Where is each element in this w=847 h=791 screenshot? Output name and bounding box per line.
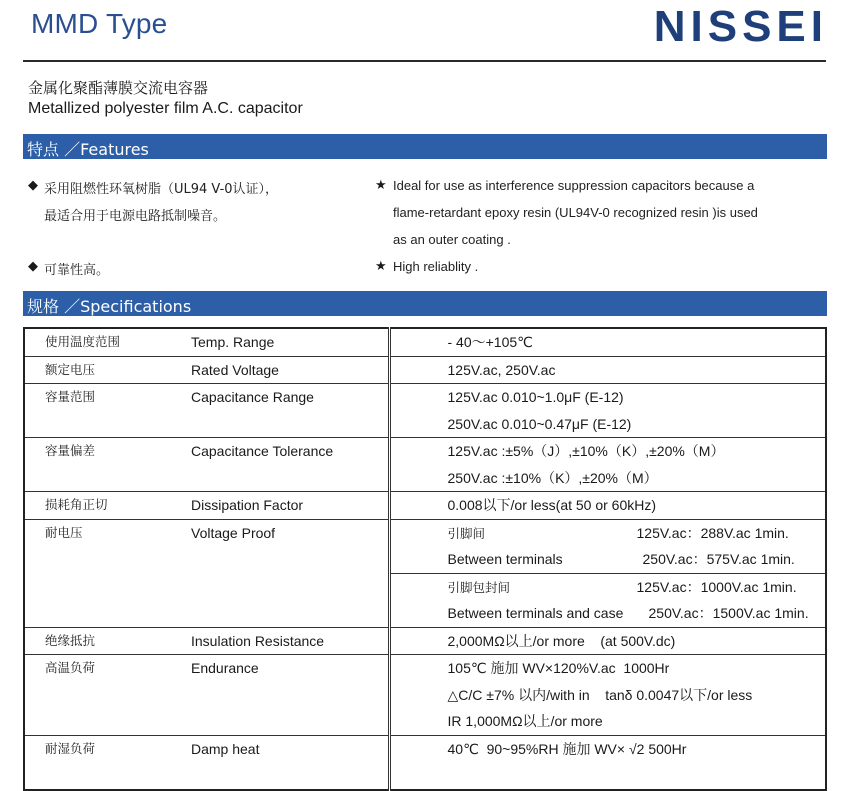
spec-label-en: Capacitance Range <box>191 389 314 405</box>
spec-row-capacitance-range <box>24 384 826 438</box>
spec-row-capacitance-tolerance <box>24 438 826 492</box>
feature-bullet-icon: ◆ <box>28 178 38 193</box>
spec-label-cn: 耐湿负荷 <box>45 740 96 756</box>
spec-value: 105℃ 施加 WV×120%V.ac 1000Hr <box>447 660 670 676</box>
voltage-proof-value: 250V.ac：1500V.ac 1min. <box>648 605 809 621</box>
voltage-proof-value: 125V.ac：288V.ac 1min. <box>636 524 789 541</box>
features-heading-band <box>23 134 827 159</box>
spec-value: 2,000MΩ以上/or more (at 500V.dc) <box>447 632 676 649</box>
voltage-proof-label-cn: 引脚间 <box>447 525 486 541</box>
spec-value: 125V.ac 0.010~1.0μF (E-12) <box>447 389 624 405</box>
specifications-table <box>23 327 827 791</box>
subtitle-cn: 金属化聚酯薄膜交流电容器 <box>28 79 209 97</box>
feature-1-cn-line-1: 采用阻燃性环氧树脂（UL94 V-0认证）， <box>44 182 279 197</box>
spec-value: IR 1,000MΩ以上/or more <box>447 713 603 729</box>
spec-value: 250V.ac 0.010~0.47μF (E-12) <box>447 415 632 432</box>
spec-row-rated-voltage <box>24 356 826 384</box>
spec-row-dissipation-factor <box>24 492 826 520</box>
feature-1-en-line-2: flame-retardant epoxy resin (UL94V-0 recognized resin )is used <box>393 205 758 220</box>
feature-2-en: High reliablity . <box>393 259 479 274</box>
spec-row-endurance <box>24 655 826 736</box>
spec-label-en: Capacitance Tolerance <box>191 443 334 459</box>
spec-row-insulation-resistance <box>24 627 826 655</box>
spec-value: 250V.ac :±10%（K）,±20%（M） <box>447 469 658 486</box>
spec-label-en: Endurance <box>191 660 259 676</box>
brand-logo: NISSEI <box>653 2 828 51</box>
series-type-title: MMD Type <box>31 8 168 39</box>
spec-value: 125V.ac :±5%（J）,±10%（K）,±20%（M） <box>447 443 725 459</box>
spec-value: 125V.ac, 250V.ac <box>447 361 556 378</box>
spec-label-en: Insulation Resistance <box>191 632 325 649</box>
specifications-heading: 规格 ／Specifications <box>27 297 192 316</box>
spec-label-en: Rated Voltage <box>191 361 279 378</box>
spec-label-cn: 耐电压 <box>45 524 83 540</box>
features-heading: 特点 ／Features <box>27 140 149 159</box>
spec-label-en: Temp. Range <box>191 334 275 350</box>
header-divider <box>23 60 826 62</box>
spec-label-cn: 容量范围 <box>45 389 96 404</box>
spec-label-cn: 额定电压 <box>45 361 96 377</box>
spec-label-cn: 损耗角正切 <box>45 497 108 512</box>
spec-value <box>391 762 826 789</box>
spec-label-en: Dissipation Factor <box>191 497 304 513</box>
voltage-proof-value: 250V.ac：575V.ac 1min. <box>642 551 795 567</box>
feature-2-cn: 可靠性高。 <box>44 263 110 278</box>
voltage-proof-value: 125V.ac：1000V.ac 1min. <box>636 578 797 595</box>
spec-label-en: Damp heat <box>191 740 260 757</box>
spec-row-damp-heat <box>24 735 826 790</box>
feature-bullet-icon: ◆ <box>28 259 38 274</box>
spec-label-cn: 绝缘抵抗 <box>45 632 96 648</box>
spec-label-cn: 高温负荷 <box>45 660 96 675</box>
spec-row-temp-range <box>24 328 826 356</box>
subtitle-en: Metallized polyester film A.C. capacitor <box>28 100 303 117</box>
feature-star-icon: ★ <box>375 259 387 274</box>
feature-1-cn-line-2: 最适合用于电源电路抵制噪音。 <box>44 209 227 224</box>
feature-1-en-line-3: as an outer coating . <box>393 232 511 247</box>
voltage-proof-label-en: Between terminals <box>447 551 563 567</box>
spec-label-cn: 使用温度范围 <box>45 334 121 349</box>
specifications-heading-band <box>23 291 827 316</box>
spec-label-en: Voltage Proof <box>191 524 276 541</box>
voltage-proof-label-cn: 引脚包封间 <box>447 579 511 595</box>
feature-1-en-line-1: Ideal for use as interference suppression capacitors because a <box>393 178 755 193</box>
spec-value: 0.008以下/or less(at 50 or 60kHz) <box>447 497 657 513</box>
spec-value: △C/C ±7% 以内/with in tanδ 0.0047以下/or less <box>447 686 753 703</box>
spec-row-voltage-proof-terminals <box>24 519 826 573</box>
spec-label-cn: 容量偏差 <box>45 443 96 458</box>
feature-star-icon: ★ <box>375 178 387 193</box>
voltage-proof-label-en: Between terminals and case <box>447 605 624 621</box>
spec-value: - 40～+105℃ <box>447 334 533 350</box>
spec-value: 40℃ 90~95%RH 施加 WV× √2 500Hr <box>447 740 687 757</box>
